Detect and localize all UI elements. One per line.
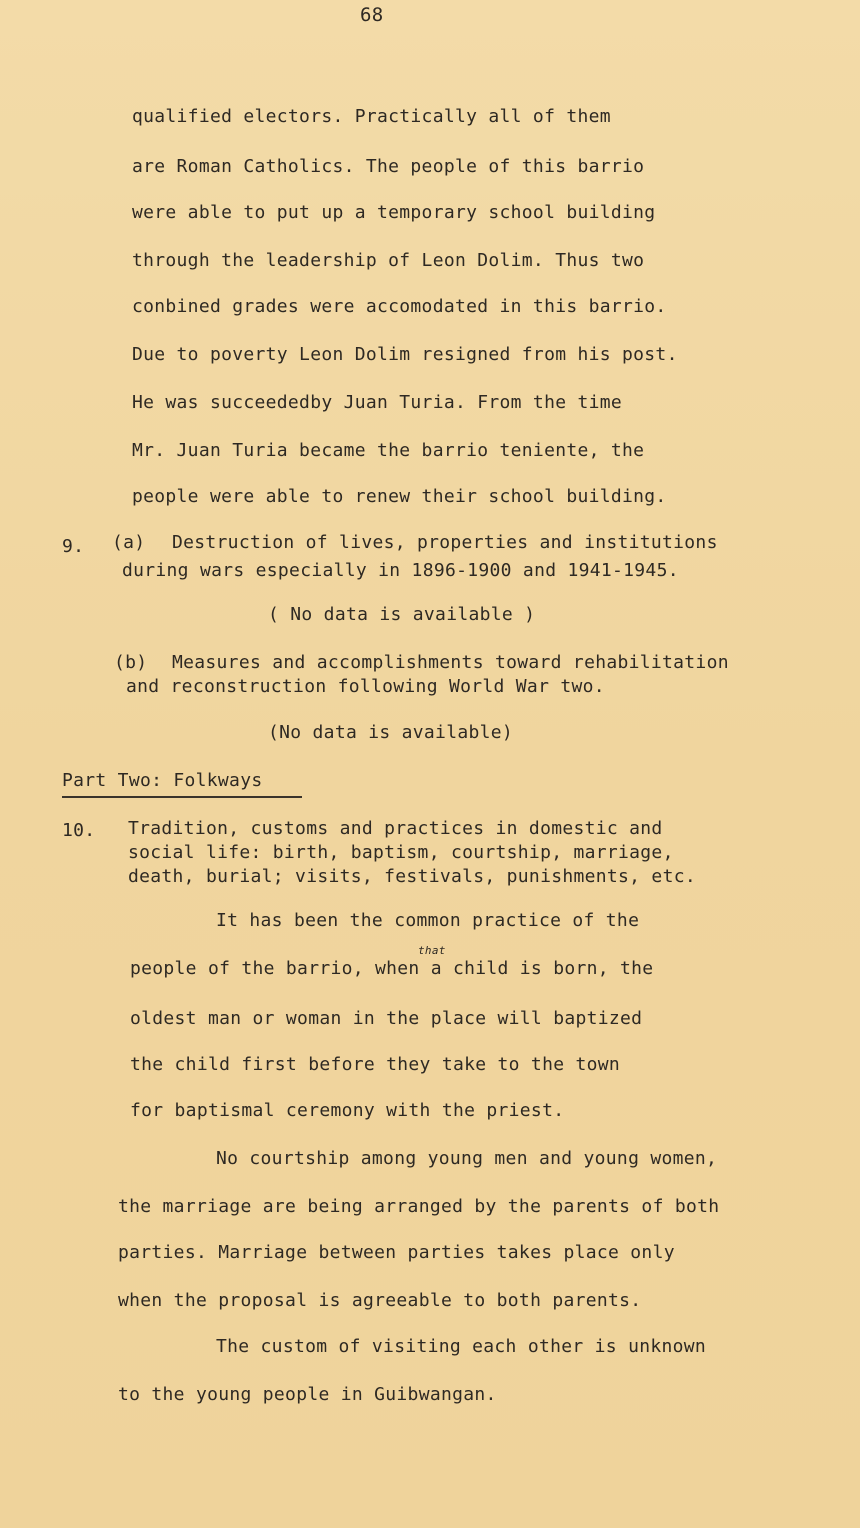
text-line: No courtship among young men and young women, bbox=[216, 1148, 718, 1169]
text-line: It has been the common practice of the bbox=[216, 910, 640, 931]
item-number: 10. bbox=[62, 820, 96, 841]
text-line: people were able to renew their school building. bbox=[132, 486, 667, 507]
text-line: He was succeededby Juan Turia. From the time bbox=[132, 392, 623, 413]
text-line: for baptismal ceremony with the priest. bbox=[130, 1100, 565, 1121]
text-line: Mr. Juan Turia became the barrio teniente, the bbox=[132, 440, 645, 461]
text-line: the marriage are being arranged by the parents of both bbox=[118, 1196, 720, 1217]
text-line: the child first before they take to the town bbox=[130, 1054, 621, 1075]
text-line: Measures and accomplishments toward rehabilitation bbox=[172, 652, 729, 673]
data-note: ( No data is available ) bbox=[268, 604, 536, 625]
text-line: people of the barrio, when a child is born, the bbox=[130, 958, 654, 979]
text-line: death, burial; visits, festivals, punishments, etc. bbox=[128, 866, 696, 887]
text-line: The custom of visiting each other is unknown bbox=[216, 1336, 707, 1357]
data-note: (No data is available) bbox=[268, 722, 514, 743]
text-line: qualified electors. Practically all of them bbox=[132, 106, 611, 127]
heading-underline bbox=[62, 796, 302, 798]
text-line: during wars especially in 1896-1900 and 1941-1945. bbox=[122, 560, 679, 581]
handwritten-insert: that bbox=[418, 944, 446, 957]
item-number: 9. bbox=[62, 536, 85, 557]
section-heading: Part Two: Folkways bbox=[62, 770, 263, 791]
item-marker-b: (b) bbox=[114, 652, 148, 673]
text-line: Destruction of lives, properties and institutions bbox=[172, 532, 718, 553]
page-number: 68 bbox=[360, 4, 384, 26]
text-line: social life: birth, baptism, courtship, marriage, bbox=[128, 842, 674, 863]
text-line: to the young people in Guibwangan. bbox=[118, 1384, 497, 1405]
item-marker-a: (a) bbox=[112, 532, 146, 553]
text-line: oldest man or woman in the place will baptized bbox=[130, 1008, 643, 1029]
text-line: parties. Marriage between parties takes place only bbox=[118, 1242, 675, 1263]
text-line: were able to put up a temporary school building bbox=[132, 202, 656, 223]
text-line: when the proposal is agreeable to both parents. bbox=[118, 1290, 642, 1311]
text-line: and reconstruction following World War two. bbox=[126, 676, 605, 697]
text-line: are Roman Catholics. The people of this barrio bbox=[132, 156, 645, 177]
text-line: conbined grades were accomodated in this barrio. bbox=[132, 296, 667, 317]
text-line: Tradition, customs and practices in domestic and bbox=[128, 818, 663, 839]
text-line: through the leadership of Leon Dolim. Thus two bbox=[132, 250, 645, 271]
text-line: Due to poverty Leon Dolim resigned from his post. bbox=[132, 344, 678, 365]
